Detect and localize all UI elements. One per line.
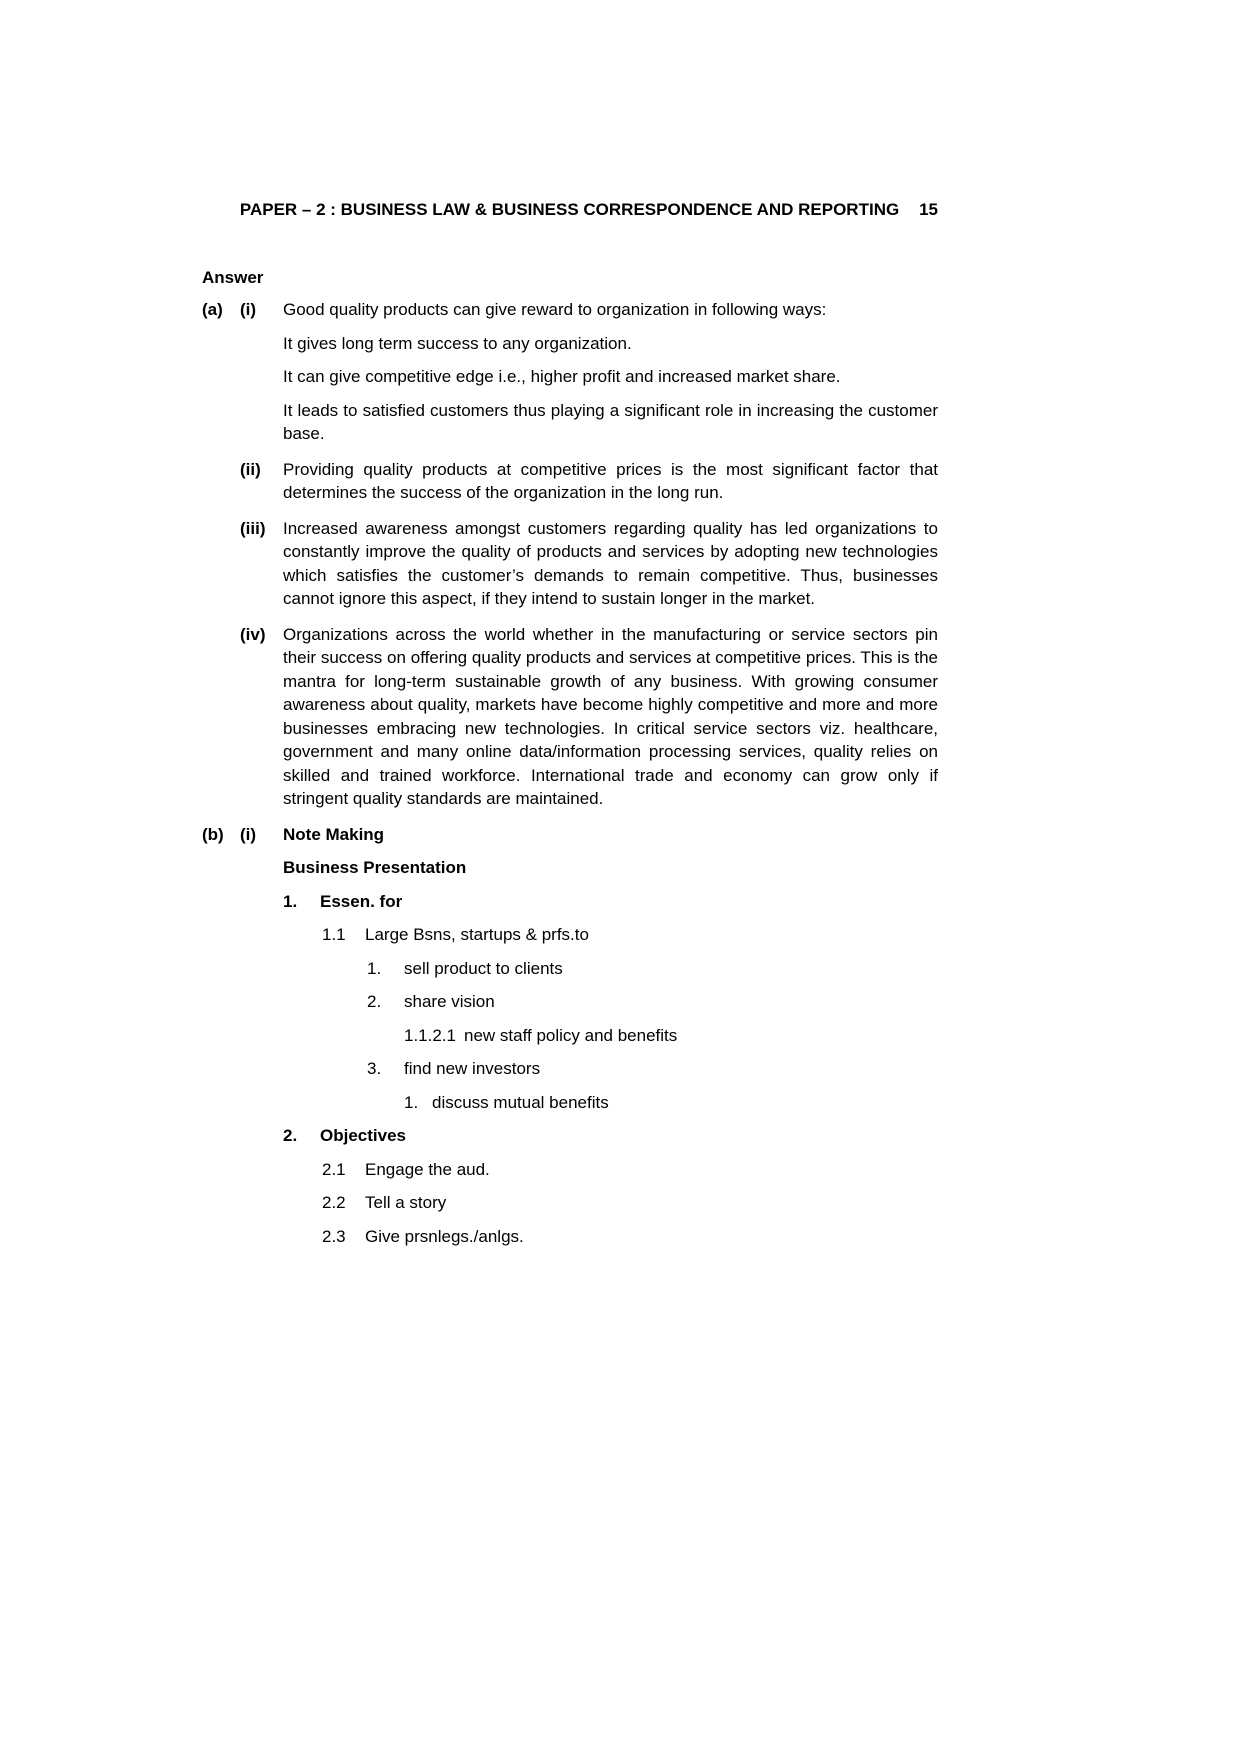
paragraph: Providing quality products at competitive prices is the most significant factor that determines the success of the organization in the long run. [283,459,938,502]
outline-item [283,990,938,1014]
paragraph: Good quality products can give reward to organization in following ways: [283,300,827,319]
outline-item [283,1124,938,1148]
answer-item-a-ii [202,458,938,505]
item-iii-content [283,517,938,611]
item-ii-content [283,458,938,505]
item-iv-content [283,623,938,811]
answer-heading: Answer [202,267,264,287]
outline-text: discuss mutual benefits [432,1092,609,1112]
outline-text: share vision [404,992,495,1011]
outline-text: Objectives [320,1126,406,1145]
outline-number: 1. [404,1092,419,1112]
paragraph: It gives long term success to any organization. [283,333,632,353]
paragraph: Organizations across the world whether in the manufacturing or service sectors pin their success on offering quality products and services at competitive prices. This is the mantra for long-term sustainable growth of any business. With growing consumer awareness about quality, markets have become highly competitive and more and more businesses embracing new technologies. In critical service sectors viz. healthcare, government and many online data/information processing services, quality relies on skilled and trained workforce. International trade and economy can grow only if stringent quality standards are maintained. [283,624,938,808]
paragraph: Increased awareness amongst customers regarding quality has led organizations to constantly improve the quality of products and services by adopting new technologies which satisfies the customer’s demands to remain competitive. Thus, businesses cannot ignore this aspect, if they intend to sustain longer in the market. [283,518,938,608]
outline-item [283,1158,938,1182]
paragraph: It can give competitive edge i.e., higher profit and increased market share. [283,367,841,386]
outline-text: Give prsnlegs./anlgs. [365,1226,524,1246]
outline-number: 2.1 [322,1159,346,1179]
outline-text: new staff policy and benefits [464,1025,678,1045]
page-header [202,198,938,222]
business-presentation-heading: Business Presentation [283,858,467,877]
outline-text: Tell a story [365,1193,447,1212]
outline-item [283,1024,938,1048]
answer-item-a-iii [202,517,938,611]
outline-number: 2. [283,1126,298,1145]
answer-item-a-i [202,298,938,446]
item-iv-label: (iv) [240,624,266,644]
outline-text: Essen. for [320,891,403,911]
outline-item [283,957,938,981]
part-b-label: (b) [202,824,224,844]
item-ii-label: (ii) [240,459,261,479]
outline-number: 1. [283,891,298,911]
outline-number: 1.1 [322,925,346,944]
note-making-heading: Note Making [283,824,385,844]
outline-number: 2.3 [322,1226,346,1246]
outline-text: find new investors [404,1059,541,1078]
item-i-label: (i) [240,300,257,319]
outline-number: 1.1.2.1 [404,1025,456,1045]
outline-item [283,1091,938,1115]
part-a-label: (a) [202,300,223,319]
outline-number: 2. [367,992,382,1011]
item-i-content [283,298,938,446]
outline-text: Large Bsns, startups & prfs.to [365,925,589,944]
page-number: 15 [919,200,938,219]
outline-text: Engage the aud. [365,1159,490,1179]
outline-number: 2.2 [322,1193,346,1212]
outline-item [283,1057,938,1081]
outline-item [283,890,938,914]
paragraph: It leads to satisfied customers thus playing a significant role in increasing the customer base. [283,400,938,443]
outline-number: 1. [367,958,382,978]
outline-item [283,1225,938,1249]
item-iii-label: (iii) [240,518,266,538]
item-b-i-label: (i) [240,824,257,844]
outline-item [283,1191,938,1215]
header-title: PAPER – 2 : BUSINESS LAW & BUSINESS CORRESPONDENCE AND REPORTING [239,200,900,219]
answer-item-a-iv [202,623,938,811]
answer-item-b-i [202,823,938,847]
outline-item [283,923,938,947]
outline-number: 3. [367,1059,382,1078]
outline-text: sell product to clients [404,958,563,978]
note-making-content [283,856,938,1248]
